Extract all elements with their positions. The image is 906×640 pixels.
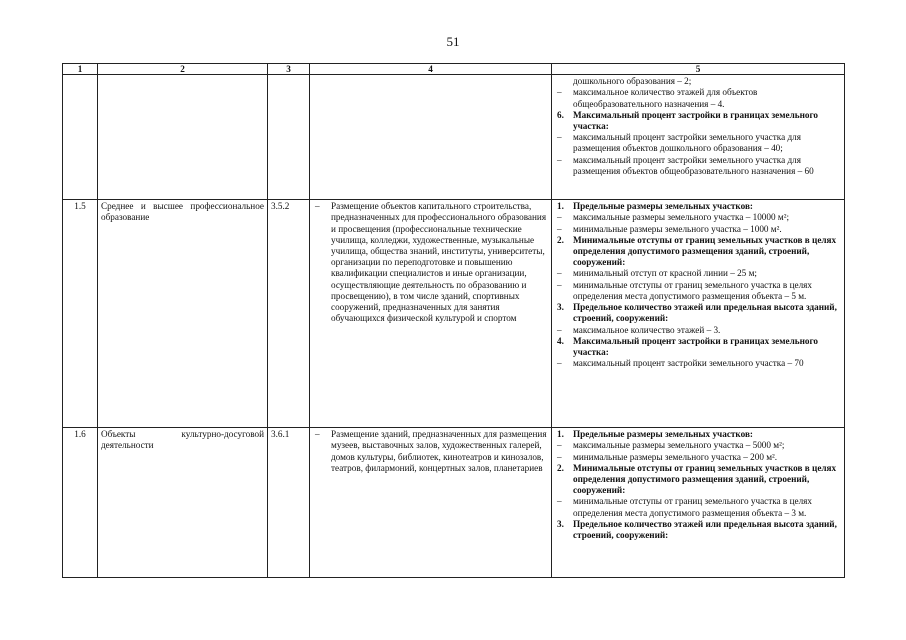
parameter-text: Предельное количество этажей или предельная высота зданий, строений, сооружений: [573,518,837,541]
table-row [63,75,845,200]
parameter-item [555,87,841,109]
parameters-list [555,201,841,369]
parameter-item [555,155,841,177]
parameter-text: максимальные размеры земельного участка – 10000 м²; [573,212,790,223]
requirement-number: 3. [557,518,564,529]
requirement-heading [555,463,841,497]
requirement-number: 4. [557,335,564,346]
table-row [63,428,845,578]
requirement-heading [555,201,841,212]
parameter-text: минимальные отступы от границ земельного участка в целях определения места допустимого размещения объекта – 5 м. [573,279,812,301]
column-header: 5 [552,64,845,75]
parameter-item [555,358,841,369]
parameter-text: Предельное количество этажей или предельная высота зданий, строений, сооружений: [573,302,837,324]
use-description-cell [310,428,552,578]
use-name-cell [98,200,268,428]
parameter-text: Максимальный процент застройки в границах земельного участка: [573,109,819,131]
column-header: 1 [63,64,98,75]
requirement-number: 1. [557,201,564,212]
parameter-text: минимальные размеры земельного участка – 200 м². [573,451,778,462]
parameter-text: Предельные размеры земельных участков: [573,429,753,440]
requirement-number: 1. [557,429,564,440]
requirement-heading [555,302,841,324]
parameters-cell [552,428,845,578]
parameter-item [555,224,841,235]
column-number-row [63,64,845,75]
parameters-list [555,429,841,541]
use-name: Объекты культурно-досуговой деятельности [101,429,264,451]
parameter-text: максимальный процент застройки земельного участка для размещения объектов общеобразовательного назначения – 60 [573,154,814,176]
parameter-text: дошкольного образования – 2; [573,76,692,87]
requirement-heading [555,110,841,132]
parameter-item [555,132,841,154]
parameter-text: Максимальный процент застройки в границах земельного участка: [573,335,819,357]
parameter-item [555,440,841,451]
column-header: 4 [310,64,552,75]
parameter-text: максимальный процент застройки земельного участка – 70 [573,358,804,369]
use-code-cell [268,75,310,200]
parameter-text: максимальное количество этажей – 3. [573,324,721,335]
parameter-text: минимальные размеры земельного участка – 1000 м². [573,223,782,234]
requirement-number: 3. [557,302,564,313]
page-number: 51 [446,34,460,49]
column-header: 3 [268,64,310,75]
use-name-cell [98,428,268,578]
parameter-text: Минимальные отступы от границ земельных участков в целях определения допустимого размещения зданий, строений, сооружений: [573,234,837,268]
column-header: 2 [98,64,268,75]
parameter-text: максимальный процент застройки земельного участка для размещения объектов дошкольного образования – 40; [573,132,801,154]
regulations-table [62,63,845,578]
parameter-item [555,496,841,518]
use-description: – Размещение объектов капитального строительства, предназначенных для профессионального образования и просвещения (профессиональные технические училища, колледжи, художественные, музыкальные училища, общества знаний, институты, университеты, организации по переподготовке и повышению квалификации специалистов и иные организации, осуществляющие деятельность по образованию и просвещению), в том числе зданий, спортивных сооружений, предназначенных для занятия обучающихся физической культурой и спортом [313,201,548,324]
requirement-heading [555,519,841,541]
parameter-text: Минимальные отступы от границ земельных участков в целях определения допустимого размещения зданий, строений, сооружений: [573,462,837,496]
use-description-cell [310,75,552,200]
parameter-item [555,280,841,302]
parameter-text: минимальные отступы от границ земельного участка в целях определения места допустимого размещения объекта – 3 м. [573,496,812,518]
parameter-item [555,325,841,336]
use-code-cell: 3.6.1 [268,428,310,578]
requirement-heading [555,429,841,440]
requirement-heading [555,336,841,358]
row-number-cell [63,75,98,200]
parameter-text: максимальное количество этажей для объектов общеобразовательного назначения – 4. [573,87,758,109]
parameters-cell [552,200,845,428]
parameter-item [555,452,841,463]
use-description: – Размещение зданий, предназначенных для размещения музеев, выставочных залов, художественных галерей, домов культуры, библиотек, кинотеатров и кинозалов, театров, филармоний, концертных залов, планетариев [313,429,548,474]
parameters-cell [552,75,845,200]
parameter-text: максимальные размеры земельного участка – 5000 м²; [573,440,785,451]
parameter-item [555,212,841,223]
use-name: Среднее и высшее профессиональное образование [101,201,264,223]
use-name-cell [98,75,268,200]
use-code-cell: 3.5.2 [268,200,310,428]
requirement-number: 2. [557,462,564,473]
parameter-text: Предельные размеры земельных участков: [573,201,753,212]
parameter-text: минимальный отступ от красной линии – 25 м; [573,268,757,279]
row-number-cell: 1.6 [63,428,98,578]
parameter-item [555,76,841,87]
use-description-cell [310,200,552,428]
table-row [63,200,845,428]
requirement-heading [555,235,841,269]
requirement-number: 6. [557,109,564,120]
row-number-cell: 1.5 [63,200,98,428]
parameter-item [555,268,841,279]
requirement-number: 2. [557,234,564,245]
parameters-list [555,76,841,177]
